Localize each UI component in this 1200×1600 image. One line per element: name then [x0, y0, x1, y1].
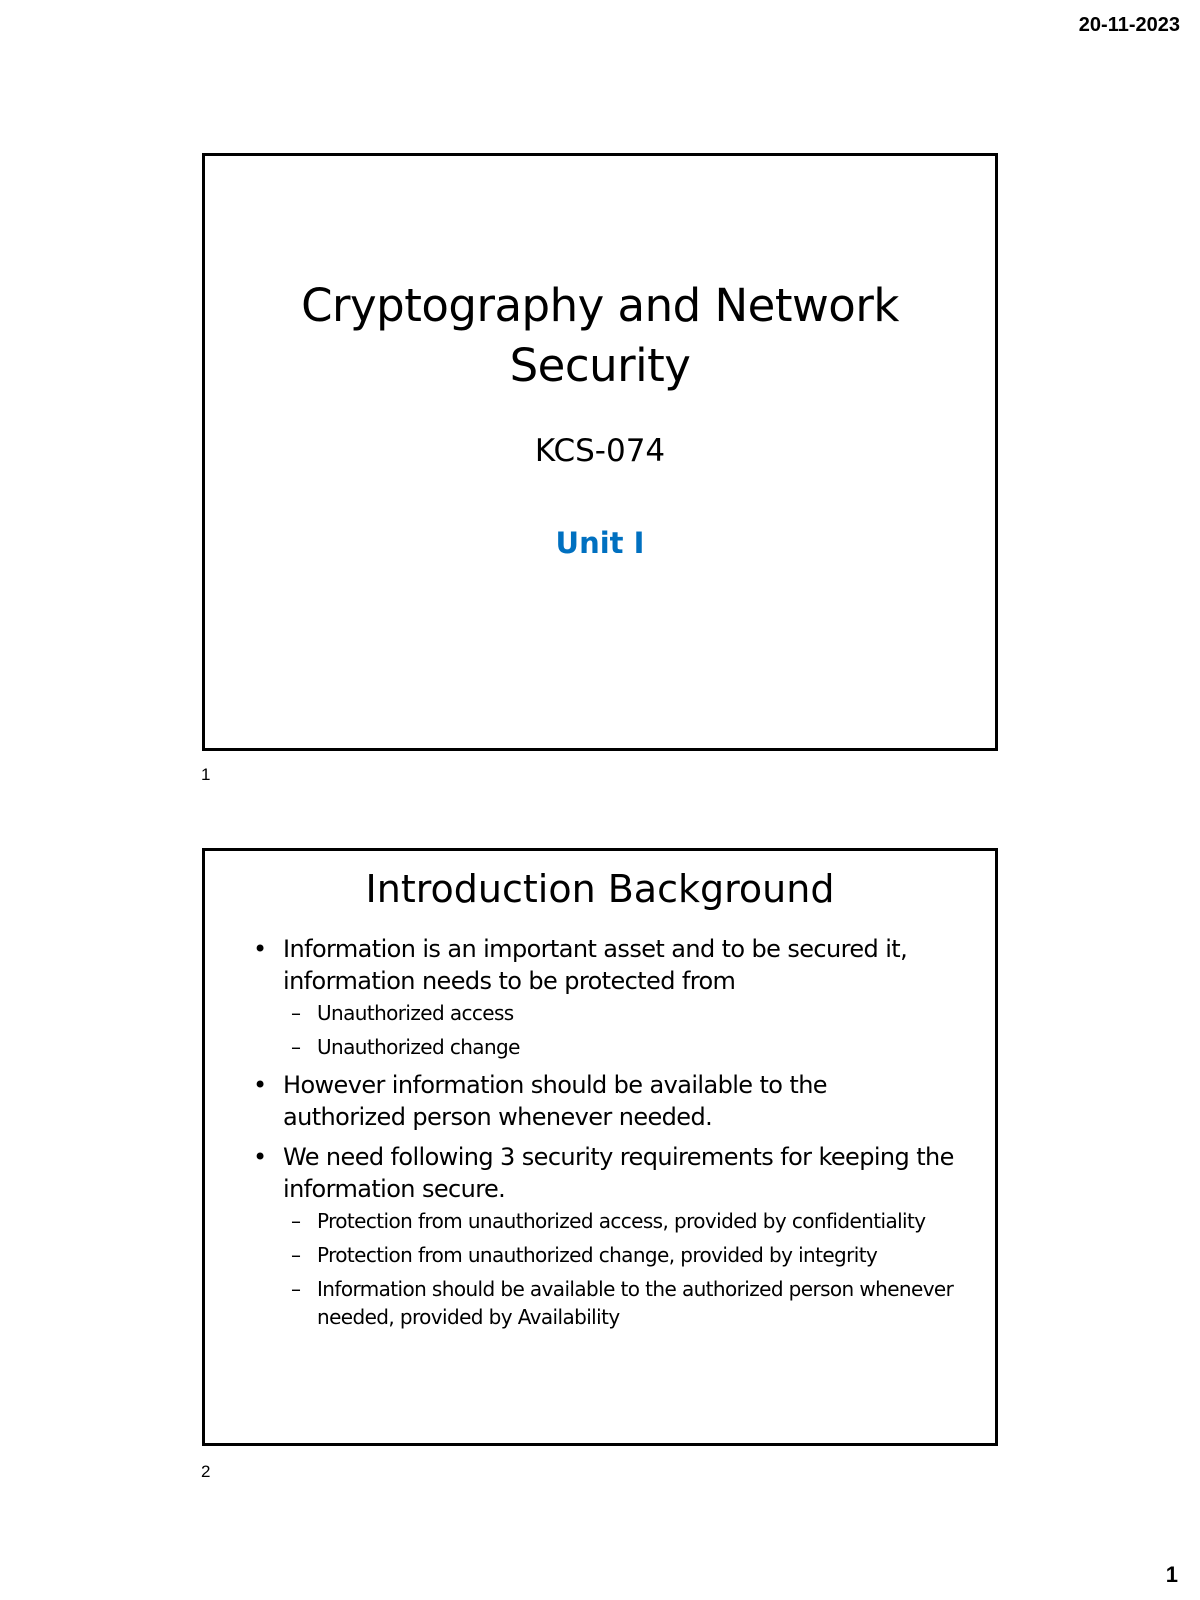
slide-title: Cryptography and Network Security: [301, 279, 899, 392]
bullet-text: We need following 3 security requirements for keeping the information secure.: [283, 1143, 954, 1203]
slide-2: [202, 848, 998, 1446]
sub-bullet-text: Protection from unauthorized change, provided by integrity: [317, 1243, 878, 1267]
sub-bullet-item: [283, 1207, 955, 1235]
sub-bullet-marker: –: [291, 1243, 301, 1267]
sub-bullet-marker: –: [291, 1001, 301, 1025]
sub-bullet-text: Protection from unauthorized access, provided by confidentiality: [317, 1209, 926, 1233]
sub-bullet-item: [283, 1033, 955, 1061]
sub-bullet-text: Unauthorized change: [317, 1035, 520, 1059]
bullet-item: [253, 933, 955, 1061]
bullet-marker: •: [253, 1071, 267, 1099]
bullet-text: Information is an important asset and to be secured it, information needs to be protected from: [283, 935, 908, 995]
slide-number: 1: [201, 765, 211, 784]
sub-bullet-marker: –: [291, 1035, 301, 1059]
sub-bullet-marker: –: [291, 1277, 301, 1301]
sub-bullet-list: [283, 1207, 955, 1331]
sub-bullet-item: [283, 1241, 955, 1269]
sub-bullet-item: [283, 999, 955, 1027]
bullet-marker: •: [253, 1143, 267, 1171]
bullet-list: [253, 933, 955, 1339]
sub-bullet-list: [283, 999, 955, 1061]
bullet-item: [253, 1141, 955, 1331]
slide-title: Introduction Background: [365, 867, 835, 911]
bullet-item: [253, 1069, 955, 1133]
slide-number: 2: [201, 1462, 211, 1481]
page-date: 20-11-2023: [1078, 14, 1180, 36]
bullet-marker: •: [253, 935, 267, 963]
sub-bullet-marker: –: [291, 1209, 301, 1233]
course-code: KCS-074: [534, 433, 666, 469]
sub-bullet-text: Unauthorized access: [317, 1001, 514, 1025]
sub-bullet-text: Information should be available to the authorized person whenever needed, provided by Availability: [317, 1277, 954, 1329]
page-number: 1: [1165, 1562, 1178, 1587]
unit-label: Unit I: [555, 526, 645, 560]
sub-bullet-item: [283, 1275, 955, 1331]
bullet-text: However information should be available to the authorized person whenever needed.: [283, 1071, 827, 1131]
slide-1: [202, 153, 998, 751]
